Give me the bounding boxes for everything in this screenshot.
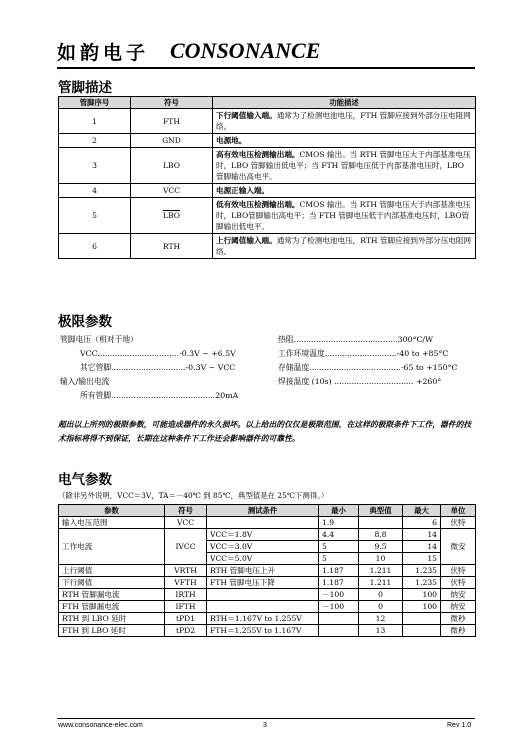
pin-function-text: 通常为了检测电池电压，RTH 管脚应接到外部分压电阻网络。 [216,236,472,256]
elec-cell-max: 6 [403,517,441,529]
elec-cell-typ: 1.211 [359,577,403,589]
pin-row [59,184,476,198]
elec-row [59,529,476,541]
pin-symbol [131,234,213,259]
elec-cell-unit: 纳安 [441,589,476,601]
elec-condition-note: （除非另外说明，VCC＝3V，TA＝－40℃ 到 85℃，典型值是在 25℃下测得。） [58,491,329,500]
header-divider [57,67,475,69]
pin-row [59,148,476,184]
pin-function [213,198,476,234]
elec-cell-max: 100 [403,601,441,613]
elec-cell-typ [359,517,403,529]
elec-cell-max: 15 [403,553,441,565]
elec-cell-sym: IFTH [165,601,207,613]
elec-row [59,601,476,613]
elec-cell-unit: 伏特 [441,565,476,577]
pin-row [59,234,476,259]
pin-symbol [131,198,213,234]
elec-cell-unit: 纳安 [441,601,476,613]
limit-right-1: 工作环境温度.............................-40 to +85°C [278,349,449,358]
pin-symbol-text: LBO [163,161,180,170]
pin-function [213,234,476,259]
limit-right-3: 焊接温度 (10s) ................................ +260° [278,377,442,386]
pin-table-header [59,97,476,109]
pin-number: 3 [59,148,131,184]
elec-cell-param: RTH 管脚漏电流 [59,589,165,601]
footer-revision: Rev 1.0 [447,722,472,729]
elec-cell-max: 1.235 [403,565,441,577]
elec-cell-unit: 微秒 [441,613,476,625]
elec-cell-typ: 12 [359,613,403,625]
pin-function-text: CMOS 输出。当 RTH 管脚电压大于内部基准电压时，LBO管脚输出高电平；当 FTH 管脚电压低于内部基准电压时，LBO管脚输出低电平。 [216,200,471,231]
elec-cell-typ: 13 [359,625,403,637]
pin-row [59,134,476,148]
limit-left-4: 所有管脚..........................................20mA [80,391,239,400]
elec-row [59,565,476,577]
elec-cell-min: 1.187 [319,565,359,577]
col-header-max: 最大 [403,505,441,517]
elec-cell-param: 工作电流 [59,529,165,565]
elec-cell-param: RTH 到 LBO 延时 [59,613,165,625]
elec-cell-unit: 伏特 [441,517,476,529]
elec-cell-param: FTH 管脚漏电流 [59,601,165,613]
pin-function [213,134,476,148]
logo-english: CONSONANCE [170,38,321,63]
footer-page-number: 3 [263,722,267,729]
pin-function-lead: 低有效电压检测输出端。 [216,200,300,209]
elec-cell-param: 下行阈值 [59,577,165,589]
limit-left-3: 输入/输出电流 [60,377,110,386]
elec-cell-min [319,613,359,625]
elec-cell-sym: VRTH [165,565,207,577]
elec-cell-cond [207,601,319,613]
elec-cell-cond: FTH 管脚电压下降 [207,577,319,589]
pin-function [213,148,476,184]
elec-table-body [59,517,476,637]
col-header-unit: 单位 [441,505,476,517]
elec-cell-typ: 1.211 [359,565,403,577]
elec-cell-min [319,625,359,637]
col-header-pin-no: 管脚序号 [59,97,131,109]
footer-url[interactable]: www.consonance-elec.com [58,722,143,729]
electrical-parameters-table [58,504,476,637]
elec-cell-sym: VCC [165,517,207,529]
pin-number: 4 [59,184,131,198]
elec-cell-param: FTH 到 LBO 延时 [59,625,165,637]
elec-cell-max: 100 [403,589,441,601]
elec-cell-min: 5 [319,541,359,553]
pin-symbol [131,148,213,184]
elec-row [59,625,476,637]
elec-cell-sym: IVCC [165,529,207,565]
elec-cell-typ: 8.8 [359,529,403,541]
pin-function-text: CMOS 输出。当 RTH 管脚电压大于内部基准电压时，LBO 管脚输出低电平；当 FTH 管脚电压低于内部基准电压时，LBO 管脚输出高电平。 [216,150,471,181]
elec-cell-sym: tPD2 [165,625,207,637]
elec-cell-typ: 10 [359,553,403,565]
pin-symbol-text: FTH [163,116,180,126]
elec-cell-typ: 0 [359,601,403,613]
elec-cell-max: 1.235 [403,577,441,589]
pin-number: 2 [59,134,131,148]
pin-section-title: 管脚描述 [58,80,112,96]
elec-cell-cond: RTH＝1.167V to 1.255V [207,613,319,625]
pin-function-lead: 电源正输入端。 [216,186,270,195]
elec-cell-min: 4.4 [319,529,359,541]
elec-cell-unit: 微秒 [441,625,476,637]
pin-number: 1 [59,109,131,134]
col-header-min: 最小 [319,505,359,517]
elec-cell-sym: tPD1 [165,613,207,625]
elec-cell-cond: VCC＝3.0V [207,541,319,553]
elec-row [59,613,476,625]
limit-right-0: 热阻..........................................300°C/W [278,335,434,344]
col-header-param: 参数 [59,505,165,517]
pin-function-lead: 电源地。 [216,136,247,145]
pin-function [213,184,476,198]
pin-symbol-text: $\overline{LBO}$ [163,211,180,220]
elec-cell-max: 14 [403,541,441,553]
limits-warning-note: 超出以上所列的极限参数，可能造成器件的永久损坏。以上给出的仅仅是极限范围，在这样的极限条件下工作，器件的技术指标将得不到保证，长期在这种条件下工作还会影响器件的可靠性。 [58,420,472,443]
elec-cell-typ: 0 [359,589,403,601]
pin-symbol-text: VCC [162,186,181,195]
elec-cell-typ: 9.5 [359,541,403,553]
pin-function-lead: 上行阈值输入端。 [216,236,277,245]
elec-row [59,577,476,589]
pin-row [59,109,476,134]
elec-cell-min: 1.187 [319,577,359,589]
limit-left-1: VCC.................................-0.3V ~ +6.5V [80,349,236,358]
elec-cell-cond: RTH 管脚电压上升 [207,565,319,577]
limit-right-2: 存储温度.....................................-65 to +150°C [278,363,458,372]
pin-table-body [59,109,476,259]
pin-description-table [58,96,476,259]
col-header-typ: 典型值 [359,505,403,517]
pin-function-text: 通常为了检测电池电压，FTH 管脚应接到外部分压电阻网络。 [216,111,471,131]
elec-cell-max: 14 [403,529,441,541]
pin-row [59,198,476,234]
elec-cell-cond: VCC＝5.0V [207,553,319,565]
elec-row [59,517,476,529]
elec-cell-max [403,613,441,625]
elec-cell-sym: IRTH [165,589,207,601]
pin-symbol [131,184,213,198]
elec-section-title: 电气参数 [58,472,112,488]
elec-cell-cond [207,517,319,529]
pin-symbol [131,134,213,148]
elec-cell-min: －100 [319,601,359,613]
elec-cell-min: 5 [319,553,359,565]
elec-cell-min: －100 [319,589,359,601]
footer-divider [57,718,475,719]
elec-cell-min: 1.9 [319,517,359,529]
col-header-symbol: 符号 [131,97,213,109]
elec-cell-cond: VCC＝1.8V [207,529,319,541]
limits-section-title: 极限参数 [58,314,112,330]
elec-cell-cond: FTH＝1.255V to 1.167V [207,625,319,637]
pin-symbol [131,109,213,134]
elec-cell-sym: VFTH [165,577,207,589]
pin-number: 5 [59,198,131,234]
pin-number: 6 [59,234,131,259]
elec-cell-cond [207,589,319,601]
limit-left-0: 管脚电压（相对于地） [60,335,138,344]
pin-symbol-text: RTH [162,241,181,251]
elec-table-header [59,505,476,517]
pin-function-lead: 下行阈值输入端。 [216,111,277,120]
limit-left-2: 其它管脚..............................-0.3V ~ VCC [80,363,236,372]
logo-chinese: 如韵电子 [57,42,150,64]
elec-row [59,589,476,601]
elec-cell-unit: 微安 [441,529,476,565]
col-header-function: 功能描述 [213,97,476,109]
elec-cell-max [403,625,441,637]
elec-cell-param: 上行阈值 [59,565,165,577]
col-header-sym: 符号 [165,505,207,517]
pin-function [213,109,476,134]
col-header-cond: 测试条件 [207,505,319,517]
pin-symbol-text: GND [162,136,181,145]
elec-cell-param: 输入电压范围 [59,517,165,529]
elec-cell-unit: 伏特 [441,577,476,589]
pin-function-lead: 高有效电压检测输出端。 [216,150,300,159]
